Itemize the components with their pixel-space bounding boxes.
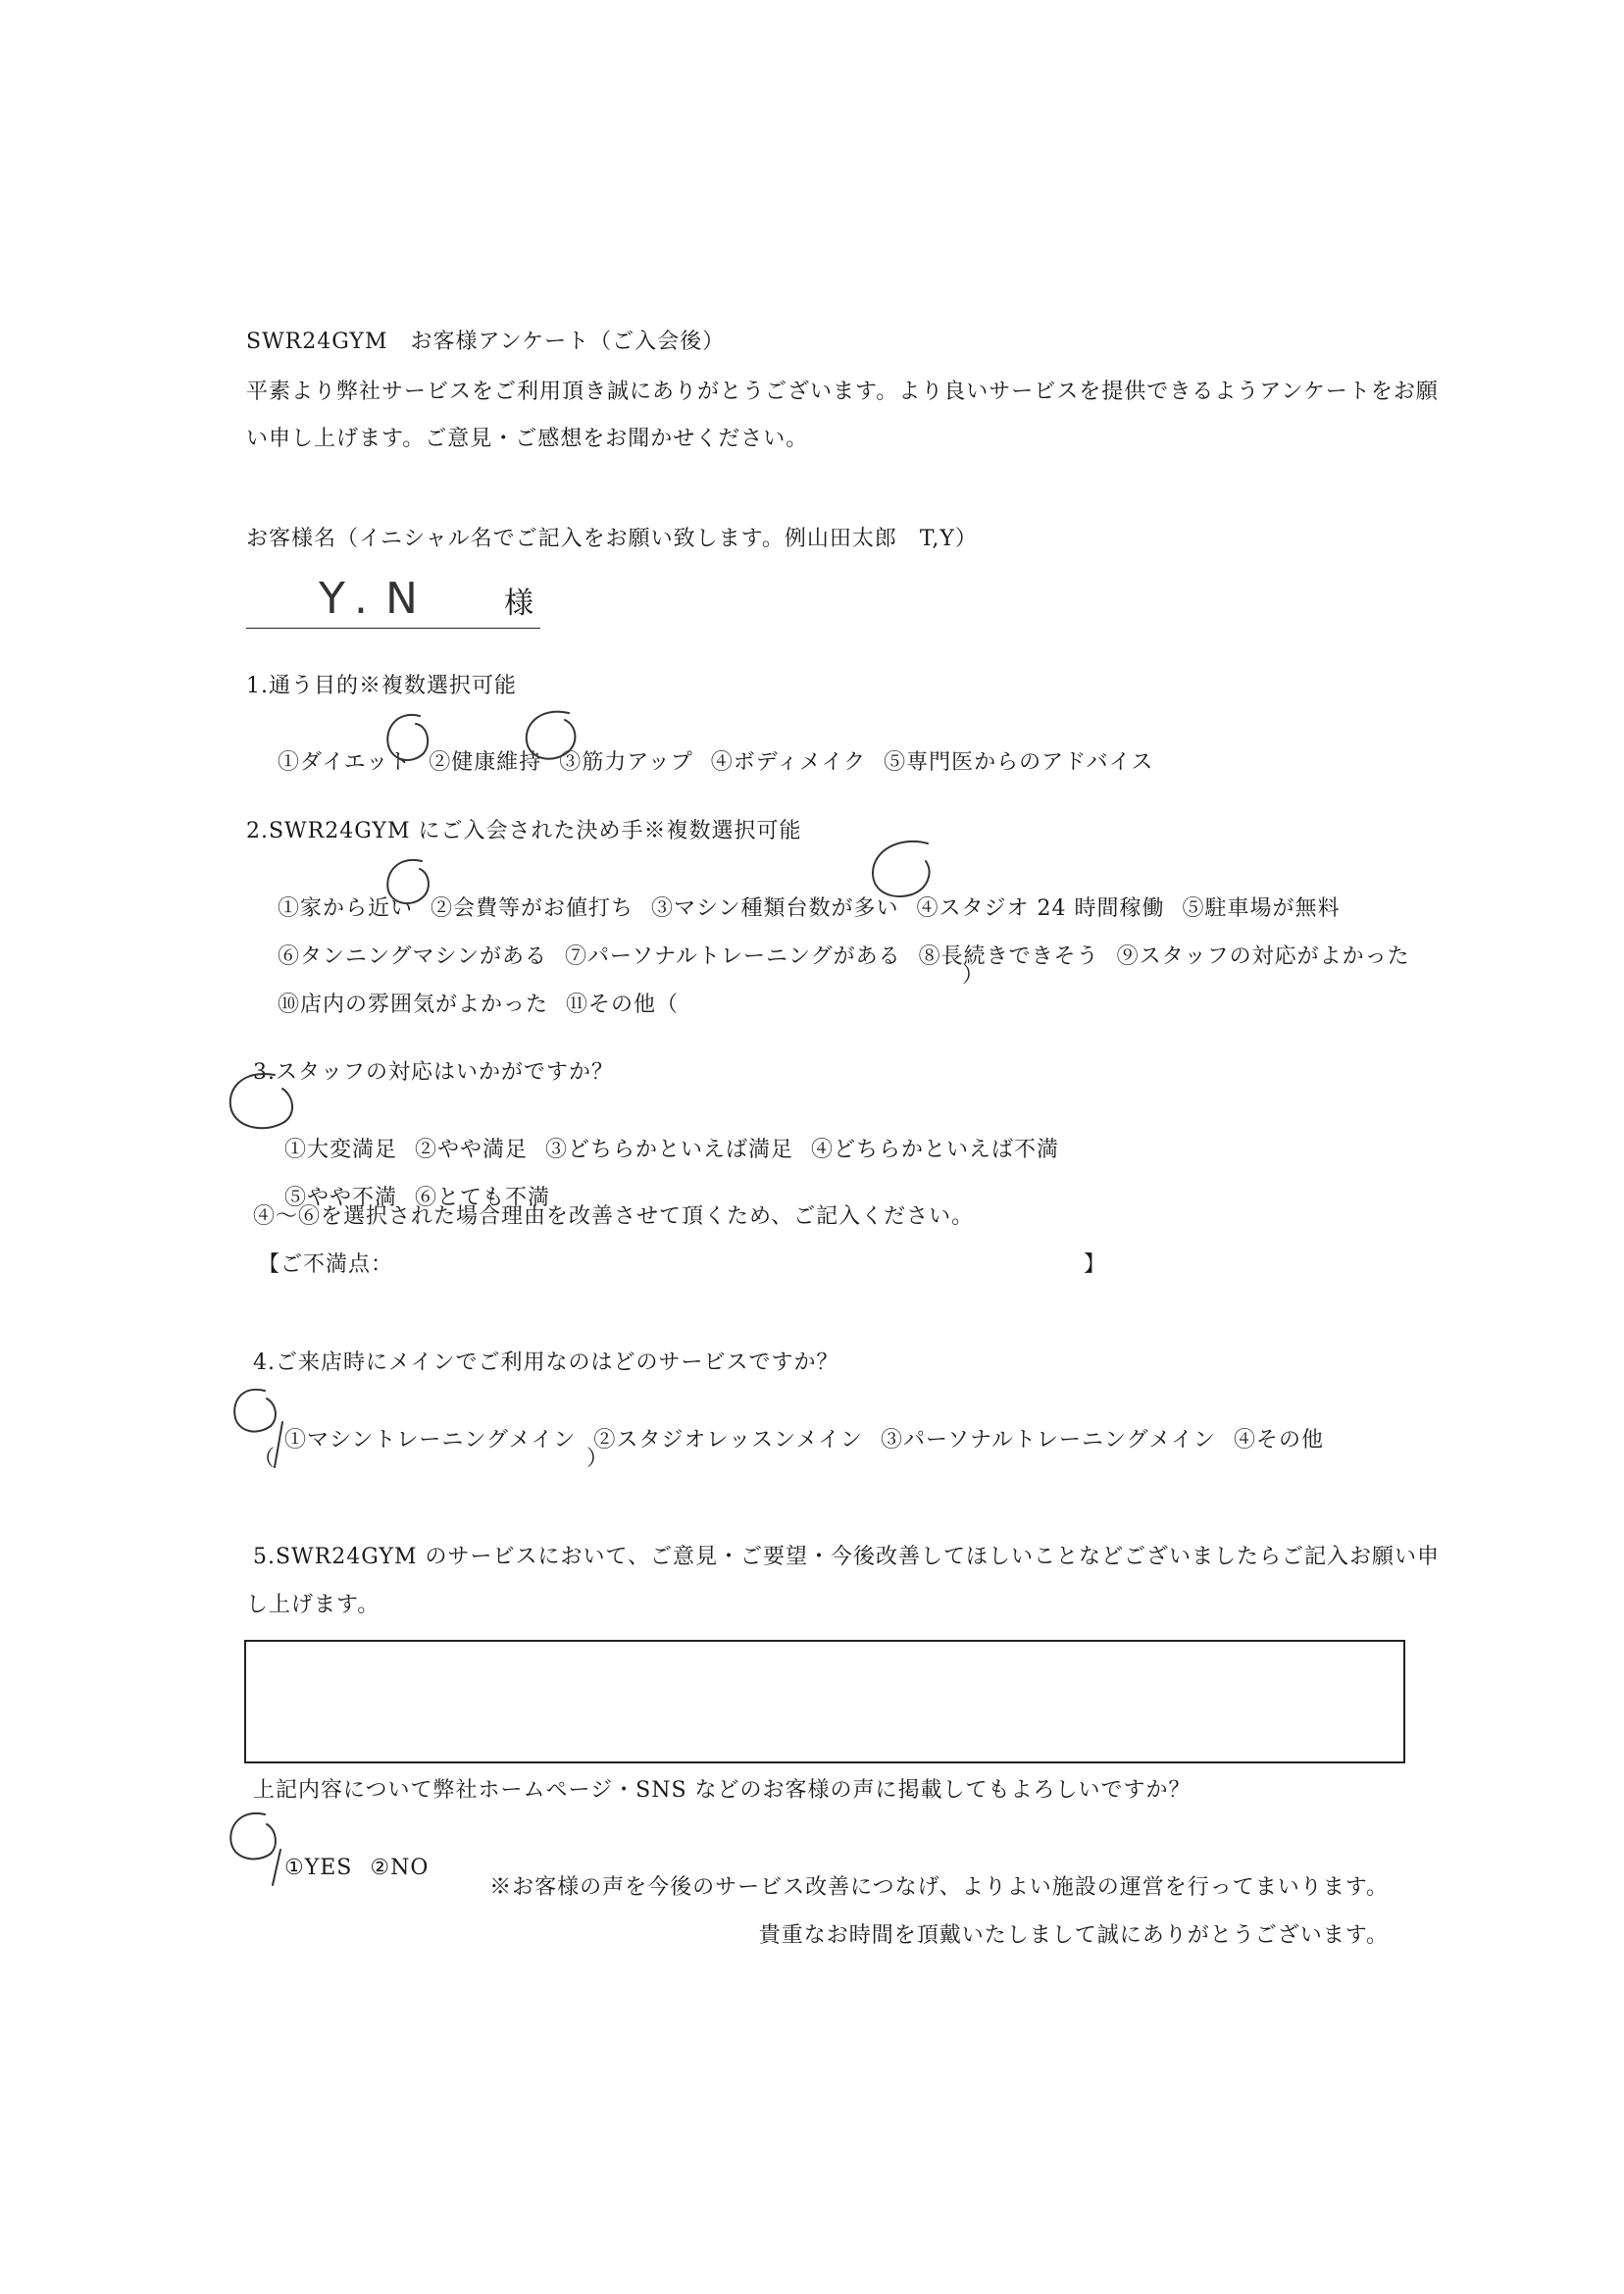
q4-option-1[interactable]: ①マシントレーニングメイン [283,1428,577,1453]
q5-answer-text [246,1642,1403,1657]
q2-option-4[interactable]: ④スタジオ 24 時間稼働 [916,896,1165,921]
q4-option-3[interactable]: ③パーソナルトレーニングメイン [881,1428,1216,1453]
q5-question-line-2: し上げます。 [246,1593,381,1617]
q1-option-2[interactable]: ②健康維持 [429,750,542,775]
intro-line-2: い申し上げます。ご意見・ご感想をお聞かせください。 [246,427,809,451]
q2-option-7[interactable]: ⑦パーソナルトレーニングがある [565,944,901,969]
q2-option-2[interactable]: ②会費等がお値打ち [431,896,634,921]
customer-name-suffix: 様 [504,586,534,621]
q2-option-5[interactable]: ⑤駐車場が無料 [1182,896,1341,921]
customer-name-label: お客様名（イニシャル名でご記入をお願い致します。例山田太郎 T,Y） [246,527,978,551]
q3-complaint-close: 】 [1084,1252,1107,1277]
q1-option-3[interactable]: ③筋力アップ [559,750,693,775]
q2-option-11[interactable]: ⑪その他（ [566,993,680,1017]
q3-option-6[interactable]: ⑥とても不満 [415,1186,551,1210]
customer-name-handwritten: Y.N [319,574,435,624]
q2-option-1[interactable]: ①家から近い [277,896,413,921]
customer-name-underline [246,628,540,629]
q2-options-row-3 [246,961,679,1049]
q3-option-3[interactable]: ③どちらかといえば満足 [545,1138,794,1162]
q4-question: 4.ご来店時にメインでご利用なのはどのサービスですか？ [253,1351,839,1375]
q1-question: 1.通う目的※複数選択可能 [246,674,517,698]
footer-note-2: 貴重なお時間を頂戴いたしまして誠にありがとうございます。 [758,1923,1389,1948]
q1-options [246,719,1171,807]
q3-option-4[interactable]: ④どちらかといえば不満 [811,1138,1060,1162]
q3-note: ④～⑥を選択された場合理由を改善させて頂くため、ご記入ください。 [253,1204,975,1229]
q4-other-close: ） [586,1447,610,1471]
footer-note-1: ※お客様の声を今後のサービス改善につなげ、よりよい施設の運営を行ってまいります。 [489,1875,1389,1900]
q1-option-4[interactable]: ④ボディメイク [710,750,867,775]
survey-title: SWR24GYM お客様アンケート（ご入会後） [246,330,726,354]
publish-option-yes[interactable]: ①YES [283,1856,353,1880]
q4-option-4[interactable]: ④その他 [1233,1428,1324,1453]
q3-option-5[interactable]: ⑤やや不満 [283,1186,397,1210]
q4-other-open: （ [253,1447,277,1471]
q2-option-8[interactable]: ⑧長続きできそう [918,944,1099,969]
publish-question: 上記内容について弊社ホームページ・SNS などのお客様の声に掲載してもよろしいですか？ [253,1778,1192,1803]
q3-question: 3.スタッフの対応はいかがですか？ [253,1060,614,1085]
q2-option-9[interactable]: ⑨スタッフの対応がよかった [1116,944,1410,969]
q4-options [253,1397,1342,1485]
q5-question-line-1: 5.SWR24GYM のサービスにおいて、ご意見・ご要望・今後改善してほしいことなどございましたらご記入お願い申 [253,1545,1441,1569]
q4-option-2[interactable]: ②スタジオレッスンメイン [593,1428,864,1453]
q1-option-1[interactable]: ①ダイエット [277,750,412,775]
q3-option-2[interactable]: ②やや満足 [415,1138,529,1162]
q2-option-3[interactable]: ③マシン種類台数が多い [651,896,899,921]
q5-comment-box[interactable] [244,1640,1405,1763]
q3-option-1[interactable]: ①大変満足 [283,1138,397,1162]
q2-option-6[interactable]: ⑥タンニングマシンがある [277,944,547,969]
publish-options [253,1824,446,1912]
q1-option-5[interactable]: ⑤専門医からのアドバイス [884,750,1154,775]
q2-option-10[interactable]: ⑩店内の雰囲気がよかった [277,993,548,1017]
q2-other-close: ） [962,963,986,988]
publish-option-no[interactable]: ②NO [370,1856,430,1880]
intro-line-1: 平素より弊社サービスをご利用頂き誠にありがとうございます。より良いサービスを提供できるようアンケートをお願 [246,380,1439,404]
q3-complaint-label: 【ご不満点： [258,1252,394,1277]
q2-question: 2.SWR24GYM にご入会された決め手※複数選択可能 [246,819,802,843]
